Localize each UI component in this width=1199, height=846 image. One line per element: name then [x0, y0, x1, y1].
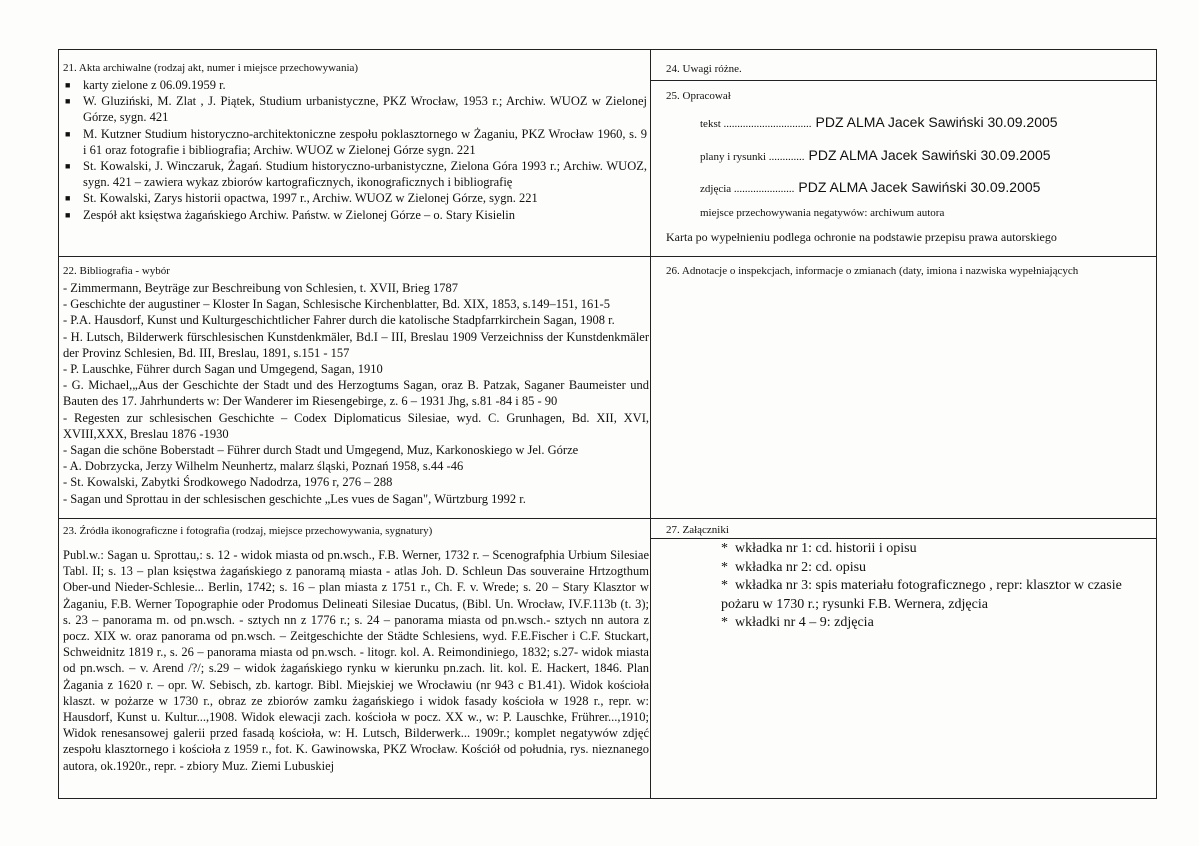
section-22-title: 22. Bibliografia - wybór [63, 265, 170, 277]
archival-item: ■ Zespół akt księstwa żagańskiego Archiw. Państw. w Zielonej Górze – o. Stary Kisielin [65, 207, 515, 222]
bibliography-entry: - A. Dobrzycka, Jerzy Wilhelm Neunhertz, malarz śląski, Poznań 1958, s.44 -46 [63, 459, 464, 474]
row-divider-27 [651, 538, 1156, 539]
plans-author-row [700, 147, 1051, 163]
archival-item: ■ St. Kowalski, Zarys historii opactwa, 1997 r., Archiw. WUOZ w Zielonej Górze, sygn. 221 [65, 191, 538, 206]
bibliography-entry: - Sagan die schöne Boberstadt – Führer durch Stadt und Umgegend, Muz, Karkonoskiego w Jel. Górze [63, 443, 579, 458]
section-21-title: 21. Akta archiwalne (rodzaj akt, numer i miejsce przechowywania) [63, 62, 359, 74]
text-author-value: PDZ ALMA Jacek Sawiński 30.09.2005 [815, 114, 1058, 130]
column-divider [650, 50, 651, 798]
asterisk-icon: * [721, 541, 728, 556]
asterisk-icon: * [721, 615, 728, 630]
section-23-iconographic-sources [63, 524, 649, 774]
photos-author-row [700, 179, 1040, 195]
bibliography-entry: - Zimmermann, Beyträge zur Beschreibung von Schlesien, t. XVII, Brieg 1787 [63, 281, 459, 295]
asterisk-icon: * [721, 578, 728, 593]
iconographic-body: Publ.w.: Sagan u. Sprottau,: s. 12 - widok miasta od pn.wsch., F.B. Werner, 1732 r. – Scenografphia Urbium Silesiae Tabl. II; s. 13 – plan księstwa żagańskiego z panoramą miasta - atlas Joh. D. Schleun Das souveraine Hrtzogthum Ober-und Nieder-Schlesie... Berlin, 1742; s. 16 – plan miasta z 1751 r., Ch. F. v. Wrede; s. 20 – Stary Klasztor w Żaganiu, F.B. Werner Topographie oder Prodomus Delineati Silesiae Ducatus, (Bibl. Un. Wrocław, IV.F.113b (t. 3); s. 23 – panorama m. od pn.wsch. - sztych nn z 1776 r.; s. 24 – panorama miasta od pn.wsch.- sztych nn autora z pocz. XIX w. oraz panorama od pn.wsch. – Zeitgeschichte der Städte Schlesiens, wyd. F.E.Fischer i C.F. Stuckart, Schweidnitz 1819 r., s. 26 – panorama miasta od pn.wsch. - litogr. kol. A. Reimondiniego, 1832; s.27- widok miasta od pn.wsch. – v. Arend /?/; s.29 – widok żagańskiego rynku w kierunku pn.zach. lit. kol. E. Hackert, 1846. Plan Żagania z 1620 r. – opr. W. Sebisch, zb. kartogr. Bibl. Miejskiej we Wrocławiu (nr 943 c B1.41). Widok kościoła klaszt. w pożarze w 1730 r., obraz ze zbiorów zamku żagańskiego i widok fasady kościoła w 1928 r., repr. w: Hausdorf, Kunst u. Kultur...,1908. Widok elewacji zach. kościoła w pocz. XX w., w: P. Lauschke, Frührer...,1910; Widok renesansowej galerii przed fasadą kościoła, w: H. Lutsch, Bilderwerk... 1909r.; komplet negatywów zdjęć zespołu klasztornego i kościoła z 1959 r., fot. K. Gawinowska, PKZ Wrocław. Kościół od południa, rys. nieznanego autora, ok.1920r., repr. - zbiory Muz. Ziemi Lubuskiej [63, 548, 649, 773]
negatives-location: miejsce przechowywania negatywów: archiwum autora [700, 207, 945, 219]
photos-author-label: zdjęcia ...................... [700, 183, 795, 195]
section-23-title: 23. Źródła ikonograficzne i fotografia (rodzaj, miejsce przechowywania, sygnatury) [63, 525, 433, 537]
attachments-list [657, 540, 1135, 633]
bibliography-entry: - Regesten zur schlesischen Geschichte – Codex Diplomaticus Silesiae, wyd. C. Grunhagen, Bd. XII, XVI, XVIII,XXX, Breslau 1876 -1930 [63, 410, 649, 441]
record-card-form [58, 49, 1157, 799]
archival-item: ■ karty zielone z 06.09.1959 r. [65, 78, 226, 92]
section-25-title: 25. Opracował [666, 90, 731, 102]
square-bullet-icon: ■ [65, 193, 71, 204]
copyright-note: Karta po wypełnieniu podlega ochronie na podstawie przepisu prawa autorskiego [666, 230, 1057, 244]
attachment-item: * wkładki nr 4 – 9: zdjęcia [657, 614, 1135, 633]
plans-author-label: plany i rysunki ............. [700, 151, 805, 163]
row-divider-2 [59, 518, 1156, 519]
archival-item: ■ M. Kutzner Studium historyczno-architektoniczne zespołu poklasztornego w Żaganiu, PKZ Wrocław 1960, s. 9 i 61 oraz fotografie i bibliografia; Archiw. WUOZ w Zielonej Górze sygn. 221 [65, 126, 647, 157]
row-divider-24 [651, 80, 1156, 81]
square-bullet-icon: ■ [65, 209, 71, 220]
attachment-item: * wkładka nr 1: cd. historii i opisu [657, 540, 1135, 559]
bibliography-entry: - P.A. Hausdorf, Kunst und Kulturgeschichtlicher Fahrer durch die katolische Stadpfarrkirchein Sagan, 1908 r. [63, 313, 615, 328]
section-24-remarks-title: 24. Uwagi różne. [666, 63, 742, 75]
section-27-title: 27. Załączniki [666, 524, 729, 536]
square-bullet-icon: ■ [65, 161, 71, 172]
row-divider-1 [59, 256, 1156, 257]
bibliography-entry: - St. Kowalski, Zabytki Środkowego Nadodrza, 1976 r, 276 – 288 [63, 475, 393, 490]
square-bullet-icon: ■ [65, 80, 71, 90]
text-author-row [700, 114, 1058, 130]
attachment-item: * wkładka nr 2: cd. opisu [657, 559, 1135, 578]
archival-item: ■ St. Kowalski, J. Winczaruk, Żagań. Studium historyczno-urbanistyczne, Zielona Góra 1993 r.; Archiw. WUOZ, sygn. 421 – zawiera wykaz zbiorów kartograficznych, ikonograficznych i bibliografię [65, 159, 647, 190]
bibliography-entry: - P. Lauschke, Führer durch Sagan und Umgegend, Sagan, 1910 [63, 362, 383, 377]
archival-item: ■ W. Gluziński, M. Zlat , J. Piątek, Studium urbanistyczne, PKZ Wrocław, 1953 r.; Archiw. WUOZ w Zielonej Górze, sygn. 421 [65, 94, 647, 125]
plans-author-value: PDZ ALMA Jacek Sawiński 30.09.2005 [808, 147, 1051, 163]
bibliography-entry: - H. Lutsch, Bilderwerk fürschlesischen Kunstdenkmäler, Bd.I – III, Breslau 1909 Verzeichniss der Kunstdenkmäler der Provinz Schlesien, Bd. III, Breslau, 1891, s.151 - 157 [63, 329, 649, 360]
asterisk-icon: * [721, 559, 728, 575]
text-author-label: tekst ................................ [700, 118, 812, 130]
attachment-item: * wkładka nr 3: spis materiału fotograficznego , repr: klasztor w czasie pożaru w 1730 r.; rysunki F.B. Wernera, zdjęcia [721, 578, 1122, 612]
section-26-title: 26. Adnotacje o inspekcjach, informacje o zmianach (daty, imiona i nazwiska wypełniających [666, 265, 1079, 277]
section-21-archival-records [63, 61, 647, 223]
section-22-bibliography [63, 264, 649, 507]
bibliography-entry: - G. Michael,„Aus der Geschichte der Stadt und des Herzogtums Sagan, oraz B. Patzak, Saganer Baumeister und Bauten des 17. Jahrhunderts w: Der Wanderer im Riesengebirge, z. 6 – 1931 Jhg, s.81 -84 i 85 - 90 [63, 378, 649, 409]
bibliography-entry: - Geschichte der augustiner – Kloster In Sagan, Schlesische Kirchenblatter, Bd. XIX, 1853, s.149–151, 161-5 [63, 297, 610, 312]
photos-author-value: PDZ ALMA Jacek Sawiński 30.09.2005 [798, 179, 1041, 195]
bibliography-entry: - Sagan und Sprottau in der schlesischen geschichte „Les vues de Sagan", Würtzburg 1992 r. [63, 491, 526, 506]
square-bullet-icon: ■ [65, 96, 71, 107]
square-bullet-icon: ■ [65, 128, 71, 139]
bibliography-list [63, 280, 649, 507]
archival-list [63, 77, 647, 223]
